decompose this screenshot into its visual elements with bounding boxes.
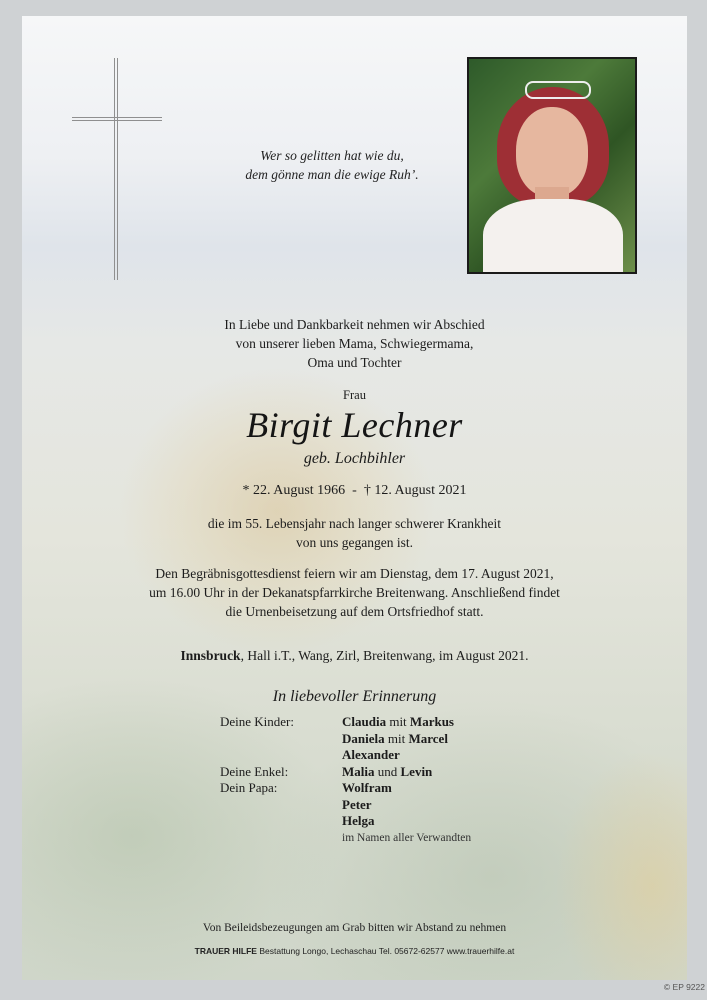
extra-entry-1 — [342, 797, 372, 814]
obituary-card — [22, 16, 687, 980]
extra-1-name: Peter — [342, 796, 372, 812]
intro-line-2: von unserer lieben Mama, Schwiegermama, — [235, 336, 474, 351]
cross-vertical-bar — [113, 58, 119, 280]
papa-entry — [342, 780, 392, 797]
cross-horizontal-bar — [72, 116, 162, 122]
quote-line-1: Wer so gelitten hat wie du, — [260, 148, 404, 163]
relatives-note: im Namen aller Verwandten — [342, 832, 472, 844]
photo-face — [516, 107, 588, 197]
service-contact: Bestattung Longo, Lechaschau Tel. 05672-62577 www.trauerhilfe.at — [256, 946, 515, 956]
funeral-service-info — [22, 946, 687, 956]
farewell-intro — [22, 315, 687, 372]
memory-heading: In liebevoller Erinnerung — [272, 688, 437, 705]
survivor-row — [22, 813, 687, 830]
passing-line-2: von uns gegangen ist. — [296, 535, 413, 550]
kinder-3-name: Alexander — [342, 747, 400, 762]
passing-text — [22, 514, 687, 552]
survivor-row — [22, 747, 687, 764]
papa-name: Wolfram — [342, 780, 392, 795]
places-rest: , Hall i.T., Wang, Zirl, Breitenwang, im August 2021. — [240, 648, 529, 663]
salutation: Frau — [343, 388, 366, 402]
funeral-line-3: die Urnenbeisetzung auf dem Ortsfriedhof statt. — [225, 604, 484, 619]
kinder-2-partner: Marcel — [408, 730, 448, 746]
places-primary: Innsbruck — [180, 648, 241, 663]
survivor-row — [22, 714, 687, 731]
photo-dress — [483, 199, 623, 274]
service-brand: TRAUER HILFE — [194, 946, 257, 956]
kinder-entry-3 — [342, 747, 400, 764]
passing-line-1: die im 55. Lebensjahr nach langer schwerer Krankheit — [207, 516, 502, 531]
intro-line-1: In Liebe und Dankbarkeit nehmen wir Abschied — [224, 317, 485, 332]
condolence-note: Von Beileidsbezeugungen am Grab bitten wir Abstand zu nehmen — [202, 922, 507, 934]
survivor-row — [22, 797, 687, 814]
papa-label: Dein Papa: — [220, 780, 278, 795]
extra-entry-2 — [342, 813, 375, 830]
funeral-line-1: Den Begräbnisgottesdienst feiern wir am Dienstag, dem 17. August 2021, — [155, 566, 554, 581]
funeral-line-2: um 16.00 Uhr in der Dekanatspfarrkirche Breitenwang. Anschließend findet — [149, 585, 560, 600]
memorial-quote — [202, 146, 462, 184]
kinder-2-name: Daniela — [342, 730, 385, 746]
survivor-row — [22, 830, 687, 847]
kinder-label: Deine Kinder: — [220, 714, 295, 729]
life-dates: * 22. August 1966 - † 12. August 2021 — [242, 483, 467, 498]
intro-line-3: Oma und Tochter — [307, 355, 402, 370]
kinder-2-mit: mit — [384, 730, 409, 746]
photo-sunglasses — [525, 81, 591, 99]
enkel-und: und — [374, 763, 401, 779]
enkel-label: Deine Enkel: — [220, 763, 289, 779]
places-and-date — [22, 648, 687, 664]
kinder-1-partner: Markus — [409, 714, 454, 729]
kinder-1-name: Claudia — [342, 714, 387, 729]
funeral-details — [22, 564, 687, 621]
portrait-photo — [467, 57, 637, 274]
kinder-entry-2 — [342, 731, 448, 748]
quote-line-2: dem gönne man die ewige Ruh’. — [245, 167, 419, 182]
kinder-entry-1 — [342, 714, 454, 731]
enkel-2-name: Levin — [400, 763, 433, 779]
extra-2-name: Helga — [342, 813, 375, 828]
birth-name: geb. Lochbihler — [303, 450, 406, 467]
survivor-row — [22, 731, 687, 748]
template-code: © EP 9222 — [663, 982, 705, 992]
deceased-name: Birgit Lechner — [246, 405, 463, 445]
enkel-1-name: Malia — [342, 763, 375, 779]
survivor-row — [22, 764, 687, 781]
survivor-row — [22, 780, 687, 797]
enkel-entry — [342, 764, 432, 781]
kinder-1-mit: mit — [386, 714, 410, 729]
